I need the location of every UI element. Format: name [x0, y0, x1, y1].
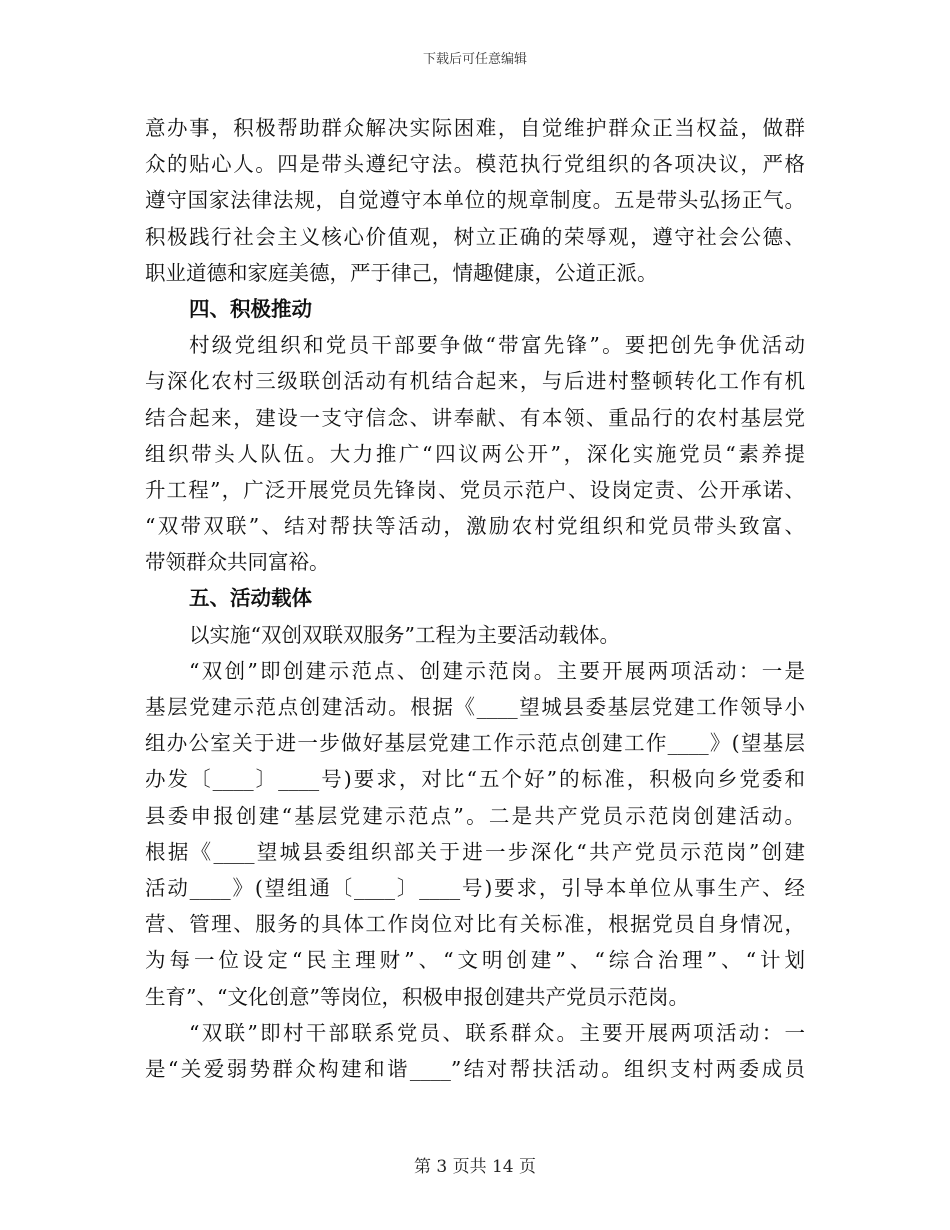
paragraph-line: 结合起来，建设一支守信念、讲奉献、有本领、重品行的农村基层党 [145, 405, 805, 430]
paragraph-line: 众的贴心人。四是带头遵纪守法。模范执行党组织的各项决议，严格 [145, 152, 805, 177]
paragraph-line: 村级党组织和党员干部要争做“带富先锋”。要把创先争优活动 [189, 333, 805, 358]
paragraph-line: “双带双联”、结对帮扶等活动，激励农村党组织和党员带头致富、 [145, 514, 805, 539]
paragraph-line: 营、管理、服务的具体工作岗位对比有关标准，根据党员自身情况， [145, 912, 805, 937]
paragraph-line: 组办公室关于进一步做好基层党建工作示范点创建工作____》(望基层 [145, 731, 805, 756]
paragraph-line: “双联”即村干部联系党员、联系群众。主要开展两项活动：一 [189, 1020, 805, 1045]
paragraph-line: 与深化农村三级联创活动有机结合起来，与后进村整顿转化工作有机 [145, 369, 805, 394]
paragraph-line: 为每一位设定“民主理财”、“文明创建”、“综合治理”、“计划 [145, 948, 805, 973]
paragraph-line: 是“关爱弱势群众构建和谐____”结对帮扶活动。组织支村两委成员 [145, 1056, 805, 1081]
paragraph-line: 以实施“双创双联双服务”工程为主要活动载体。 [189, 622, 620, 647]
paragraph-line: 积极践行社会主义核心价值观，树立正确的荣辱观，遵守社会公德、 [145, 224, 805, 249]
paragraph-line: 职业道德和家庭美德，严于律己，情趣健康，公道正派。 [145, 260, 658, 285]
page-header: 下载后可任意编辑 [422, 52, 527, 67]
paragraph-line: 意办事，积极帮助群众解决实际困难，自觉维护群众正当权益，做群 [145, 116, 805, 140]
paragraph-line: 根据《____望城县委组织部关于进一步深化“共产党员示范岗”创建 [145, 839, 805, 864]
paragraph-line: 遵守国家法律法规，自觉遵守本单位的规章制度。五是带头弘扬正气。 [145, 188, 805, 213]
paragraph-line: “双创”即创建示范点、创建示范岗。主要开展两项活动：一是 [189, 658, 805, 683]
paragraph-line: 升工程”，广泛开展党员先锋岗、党员示范户、设岗定责、公开承诺、 [145, 477, 805, 502]
paragraph-line: 组织带头人队伍。大力推广“四议两公开”，深化实施党员“素养提 [145, 441, 805, 466]
paragraph-line: 基层党建示范点创建活动。根据《____望城县委基层党建工作领导小 [145, 695, 805, 719]
page-number-footer: 第 3 页共 14 页 [413, 1157, 537, 1177]
paragraph-line: 办发〔____〕____号)要求，对比“五个好”的标准，积极向乡党委和 [145, 767, 805, 792]
document-body [145, 110, 805, 1087]
paragraph-line: 生育”、“文化创意”等岗位，积极申报创建共产党员示范岗。 [145, 984, 689, 1009]
paragraph-line: 县委申报创建“基层党建示范点”。二是共产党员示范岗创建活动。 [145, 803, 805, 828]
paragraph-line: 活动____》(望组通〔____〕____号)要求，引导本单位从事生产、经 [145, 875, 805, 900]
section-heading-4: 四、积极推动 [189, 296, 312, 321]
paragraph-line: 带领群众共同富裕。 [145, 550, 330, 575]
section-heading-5: 五、活动载体 [189, 586, 312, 611]
